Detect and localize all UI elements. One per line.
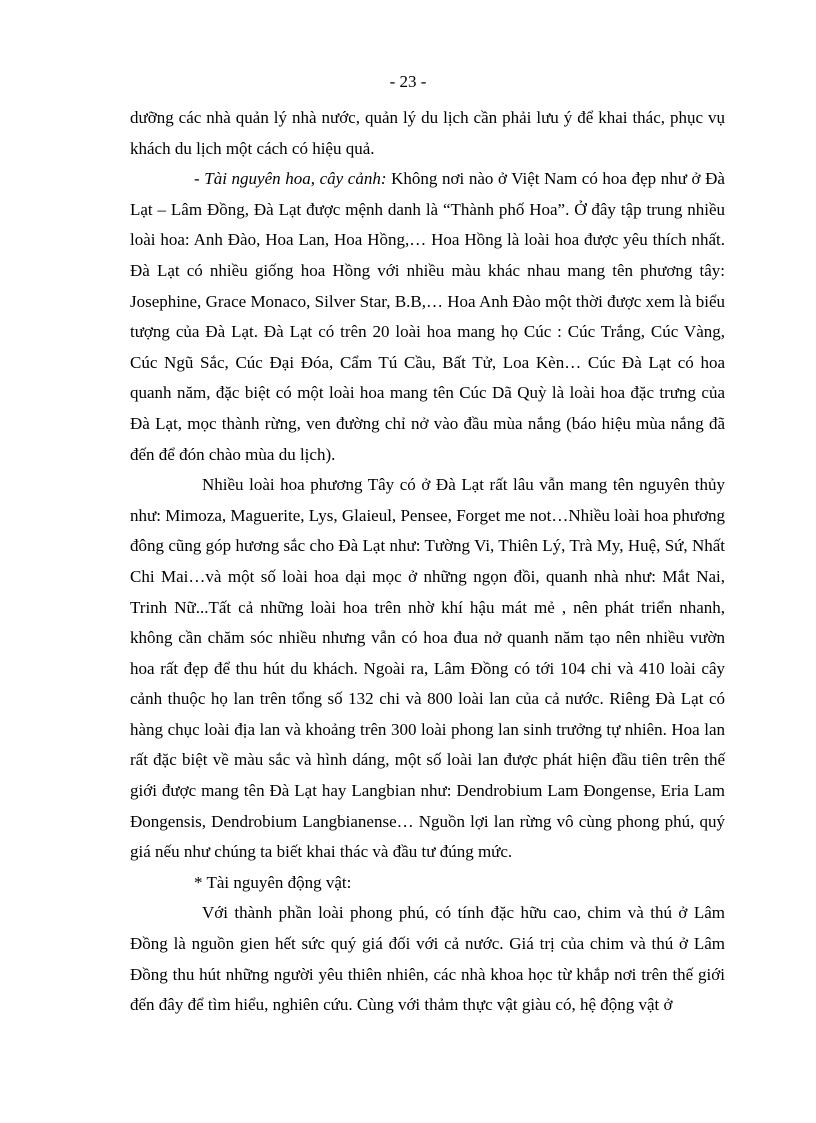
section-heading-flowers: - Tài nguyên hoa, cây cảnh: bbox=[194, 169, 387, 189]
paragraph-animals: Với thành phần loài phong phú, có tính đặc hữu cao, chim và thú ở Lâm Đồng là nguồn gien hết sức quý giá đối với cả nước. Giá trị của chim và thú ở Lâm Đồng thu hút những người yêu thiên nhiên, các nhà khoa học từ khắp nơi trên thế giới đến đây để tìm hiểu, nghiên cứu. Cùng với thảm thực vật giàu có, hệ động vật ở bbox=[130, 903, 725, 1015]
section-heading-animals: * Tài nguyên động vật: bbox=[194, 872, 352, 892]
body-text bbox=[130, 103, 725, 1021]
paragraph-intro-continuation: dưỡng các nhà quản lý nhà nước, quản lý du lịch cần phải lưu ý để khai thác, phục vụ khách du lịch một cách có hiệu quả. bbox=[130, 108, 725, 158]
paragraph-western-flowers-orchids: Nhiều loài hoa phương Tây có ở Đà Lạt rất lâu vẫn mang tên nguyên thủy như: Mimoza, Maguerite, Lys, Glaieul, Pensee, Forget me not…Nhiều loài hoa phương đông cũng góp hương sắc cho Đà Lạt như: Tường Vi, Thiên Lý, Trà My, Huệ, Sứ, Nhất Chi Mai…và một số loài hoa dại mọc ở những ngọn đồi, quanh nhà như: Mắt Nai, Trinh Nữ...Tất cả những loài hoa trên nhờ khí hậu mát mẻ , nên phát triển nhanh, không cần chăm sóc nhiều nhưng vẫn có hoa đua nở quanh năm tạo nên nhiều vườn hoa rất đẹp để thu hút du khách. Ngoài ra, Lâm Đồng có tới 104 chi và 410 loài cây cảnh thuộc họ lan trên tổng số 132 chi và 800 loài lan của cả nước. Riêng Đà Lạt có hàng chục loài địa lan và khoảng trên 300 loài phong lan sinh trưởng tự nhiên. Hoa lan rất đặc biệt về màu sắc và hình dáng, một số loài lan được phát hiện đầu tiên trên thế giới được mang tên Đà Lạt hay Langbian như: Dendrobium Lam Đongense, Eria Lam Đongensis, Dendrobium Langbianense… Nguồn lợi lan rừng vô cùng phong phú, quý giá nếu như chúng ta biết khai thác và đầu tư đúng mức. bbox=[130, 475, 725, 862]
paragraph-flowers-ornamental-plants bbox=[130, 164, 725, 470]
paragraph-flowers-body: Không nơi nào ở Việt Nam có hoa đẹp như ở Đà Lạt – Lâm Đồng, Đà Lạt được mệnh danh là “Thành phố Hoa”. Ở đây tập trung nhiều loài hoa: Anh Đào, Hoa Lan, Hoa Hồng,… Hoa Hồng là loài hoa được yêu thích nhất. Đà Lạt có nhiều giống hoa Hồng với nhiều màu khác nhau mang tên phương tây: Josephine, Grace Monaco, Silver Star, B.B,… Hoa Anh Đào một thời được xem là biểu tượng của Đà Lạt. Đà Lạt có trên 20 loài hoa mang họ Cúc : Cúc Trắng, Cúc Vàng, Cúc Ngũ Sắc, Cúc Đại Đóa, Cẩm Tú Cầu, Bất Tử, Loa Kèn… Cúc Đà Lạt có hoa quanh năm, đặc biệt có một loài hoa mang tên Cúc Dã Quỳ là loài hoa đặc trưng của Đà Lạt, mọc thành rừng, ven đường chỉ nở vào đầu mùa nắng (báo hiệu mùa nắng đã đến để đón chào mùa du lịch). bbox=[130, 169, 725, 464]
page-number: - 23 - bbox=[389, 72, 427, 91]
